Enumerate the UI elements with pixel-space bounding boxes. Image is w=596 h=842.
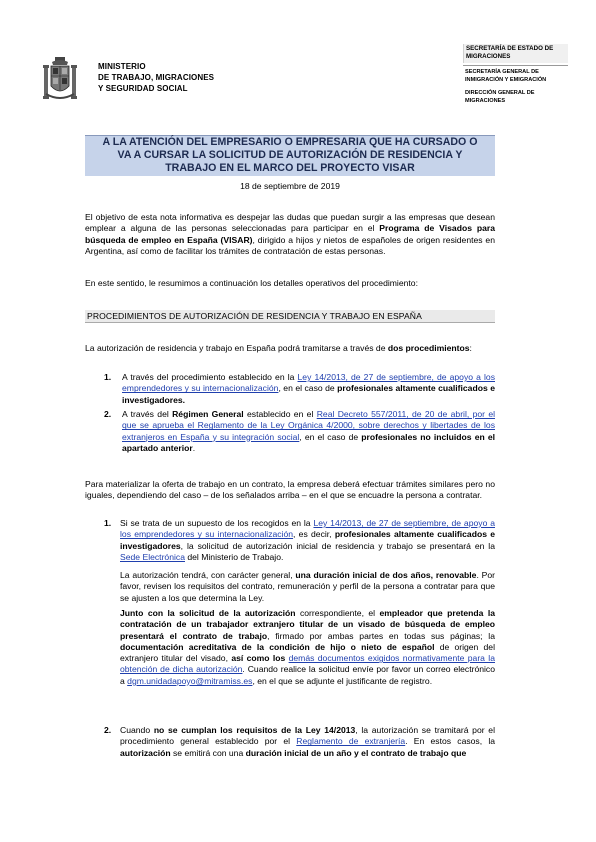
procedures-lead: La autorización de residencia y trabajo en España podrá tramitarse a través de dos procedimientos: bbox=[85, 343, 472, 353]
general-secretariat: SECRETARÍA GENERAL DE INMIGRACIÓN Y EMIGRACIÓN bbox=[465, 69, 547, 83]
ministry-line: MINISTERIO bbox=[98, 62, 146, 71]
list-number: 2. bbox=[104, 409, 112, 419]
directorate-general: DIRECCIÓN GENERAL DE MIGRACIONES bbox=[465, 90, 535, 104]
required-documents-link[interactable]: demás documentos exigidos normativamente para la obtención de dicha autorización bbox=[120, 653, 495, 675]
contact-email-link[interactable]: dgm.unidadapoyo@mitramiss.es bbox=[127, 675, 253, 686]
ministry-name bbox=[98, 61, 214, 94]
divider bbox=[463, 65, 568, 66]
list-item: Cuando no se cumplan los requisitos de la Ley 14/2013, la autorización se tramitará por el procedimiento general establecido por el Reglamento de extranjería. En estos casos, la autorización se emitirá con una duración inicial de un año y el contrato de trabajo que bbox=[120, 725, 496, 758]
application-paragraph: Junto con la solicitud de la autorización correspondiente, el empleador que pretenda la contratación de un trabajador extranjero titular de un visado de búsqueda de empleo presentará el contrato de trabajo, firmado por ambas partes en todas sus páginas; la documentación acreditativa de la condición de hijo o nieto de español de origen del extranjero titular del visado, así como los demás documentos exigidos normativamente para la obtención de dicha autorización. Cuando realice la solicitud envíe por favor un correo electrónico a dgm.unidadapoyo@mitramiss.es, en el que se adjunte el justificante de registro. bbox=[120, 608, 495, 686]
section-heading: PROCEDIMIENTOS DE AUTORIZACIÓN DE RESIDENCIA Y TRABAJO EN ESPAÑA bbox=[87, 311, 422, 321]
immigration-regulation-link[interactable]: Reglamento de extranjería bbox=[296, 736, 406, 747]
electronic-office-link[interactable]: Sede Electrónica bbox=[120, 551, 185, 562]
department-block bbox=[463, 44, 568, 105]
royal-decree-link[interactable]: Real Decreto 557/2011, de 20 de abril, por el que se aprueba el Reglamento de la Ley Orgánica 4/2000, sobre derechos y libertades de los extranjeros en España y su integración social bbox=[122, 409, 496, 442]
document-date: 18 de septiembre de 2019 bbox=[240, 181, 340, 191]
secretariat-box bbox=[463, 44, 568, 63]
contract-lead: Para materializar la oferta de trabajo en un contrato, la empresa deberá efectuar trámites similares pero no iguales, dependiendo del caso – de los señalados arriba – en el que se encuadre la persona a contratar. bbox=[85, 479, 495, 501]
ministry-line: Y SEGURIDAD SOCIAL bbox=[98, 84, 188, 93]
law-14-2013-link[interactable]: Ley 14/2013, de 27 de septiembre, de apoyo a los emprendedores y su internacionalización bbox=[120, 518, 495, 540]
intro-paragraph-2: En este sentido, le resumimos a continuación los detalles operativos del procedimiento: bbox=[85, 278, 418, 288]
list-item: A través del procedimiento establecido en la Ley 14/2013, de 27 de septiembre, de apoyo a los emprendedores y su internacionalización, en el caso de profesionales altamente cualificados e investigadores. bbox=[122, 372, 495, 405]
intro-paragraph: El objetivo de esta nota informativa es despejar las dudas que puedan surgir a las empresas que desean emplear a alguna de las personas seleccionadas para participar en el Programa de Visados para búsqueda de empleo en España (VISAR), dirigido a hijos y nietos de españoles de origen residentes en Argentina, así como de facilitar los trámites de contratación de estas personas. bbox=[85, 212, 495, 256]
coat-of-arms-icon bbox=[42, 56, 78, 108]
law-14-2013-link[interactable]: Ley 14/2013, de 27 de septiembre, de apoyo a los emprendedores y su internacionalización bbox=[122, 372, 495, 394]
list-item: Si se trata de un supuesto de los recogidos en la Ley 14/2013, de 27 de septiembre, de apoyo a los emprendedores y su internacionalización, es decir, profesionales altamente cualificados e investigadores, la solicitud de autorización inicial de residencia y trabajo se presentará en la Sede Electrónica del Ministerio de Trabajo. bbox=[120, 518, 496, 562]
secretariat-line: SECRETARÍA DE ESTADO DE bbox=[466, 45, 554, 52]
list-number: 2. bbox=[104, 725, 112, 735]
duration-paragraph: La autorización tendrá, con carácter general, una duración inicial de dos años, renovable. Por favor, revisen los requisitos del contrato, remuneración y perfil de la persona a contratar para que se ajusten a los que determina la Ley. bbox=[120, 570, 495, 603]
ministry-line: DE TRABAJO, MIGRACIONES bbox=[98, 73, 215, 82]
secretariat-line: MIGRACIONES bbox=[466, 53, 511, 60]
list-number: 1. bbox=[104, 518, 112, 528]
list-item: A través del Régimen General establecido en el Real Decreto 557/2011, de 20 de abril, por el que se aprueba el Reglamento de la Ley Orgánica 4/2000, sobre derechos y libertades de los extranjeros en España y su integración social, en el caso de profesionales no incluidos en el apartado anterior. bbox=[122, 409, 496, 453]
list-number: 1. bbox=[104, 372, 112, 382]
document-title: A LA ATENCIÓN DEL EMPRESARIO O EMPRESARIA QUE HA CURSADO O VA A CURSAR LA SOLICITUD DE AUTORIZACIÓN DE RESIDENCIA Y TRABAJO EN EL MARCO DEL PROYECTO VISAR bbox=[102, 136, 478, 174]
